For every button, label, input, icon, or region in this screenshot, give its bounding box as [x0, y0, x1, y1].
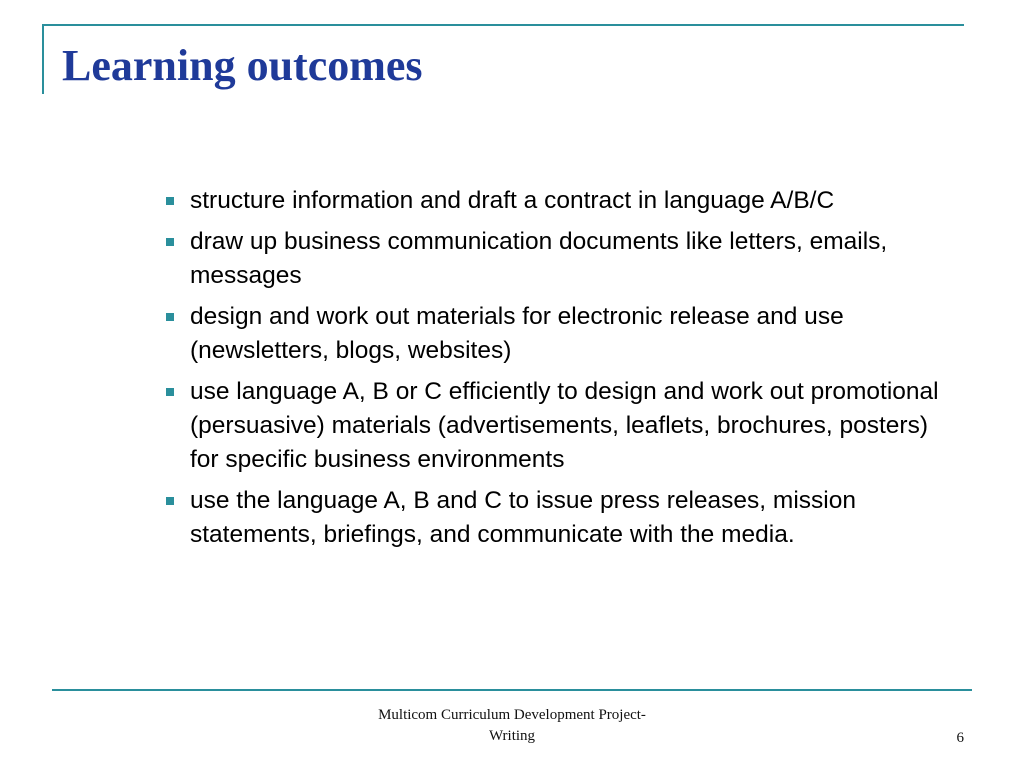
bullet-text: use language A, B or C efficiently to design and work out promotional (persuasive) materials (advertisements, leaflets, brochures, posters) for specific business environments	[190, 378, 939, 473]
title-frame-top-rule	[42, 24, 964, 26]
square-bullet-icon	[166, 197, 174, 205]
bullet-text: structure information and draft a contract in language A/B/C	[190, 187, 835, 214]
bullet-item	[163, 484, 963, 552]
square-bullet-icon	[166, 497, 174, 505]
footer-rule	[52, 689, 972, 691]
bullet-item	[163, 300, 963, 368]
bullet-item	[163, 225, 963, 293]
square-bullet-icon	[166, 388, 174, 396]
bullet-text: use the language A, B and C to issue press releases, mission statements, briefings, and communicate with the media.	[190, 487, 856, 548]
bullet-text: design and work out materials for electronic release and use (newsletters, blogs, websites)	[190, 303, 844, 364]
bullet-text: draw up business communication documents like letters, emails, messages	[190, 228, 888, 289]
footer-line-1: Multicom Curriculum Development Project-	[378, 707, 646, 723]
square-bullet-icon	[166, 238, 174, 246]
square-bullet-icon	[166, 313, 174, 321]
footer-caption	[312, 705, 712, 747]
title-frame-left-rule	[42, 24, 44, 94]
slide-title: Learning outcomes	[62, 41, 423, 90]
page-number: 6	[956, 730, 964, 746]
footer-line-2: Writing	[488, 728, 536, 744]
bullet-item	[163, 184, 963, 218]
bullet-item	[163, 375, 963, 477]
bullet-list	[163, 184, 963, 559]
